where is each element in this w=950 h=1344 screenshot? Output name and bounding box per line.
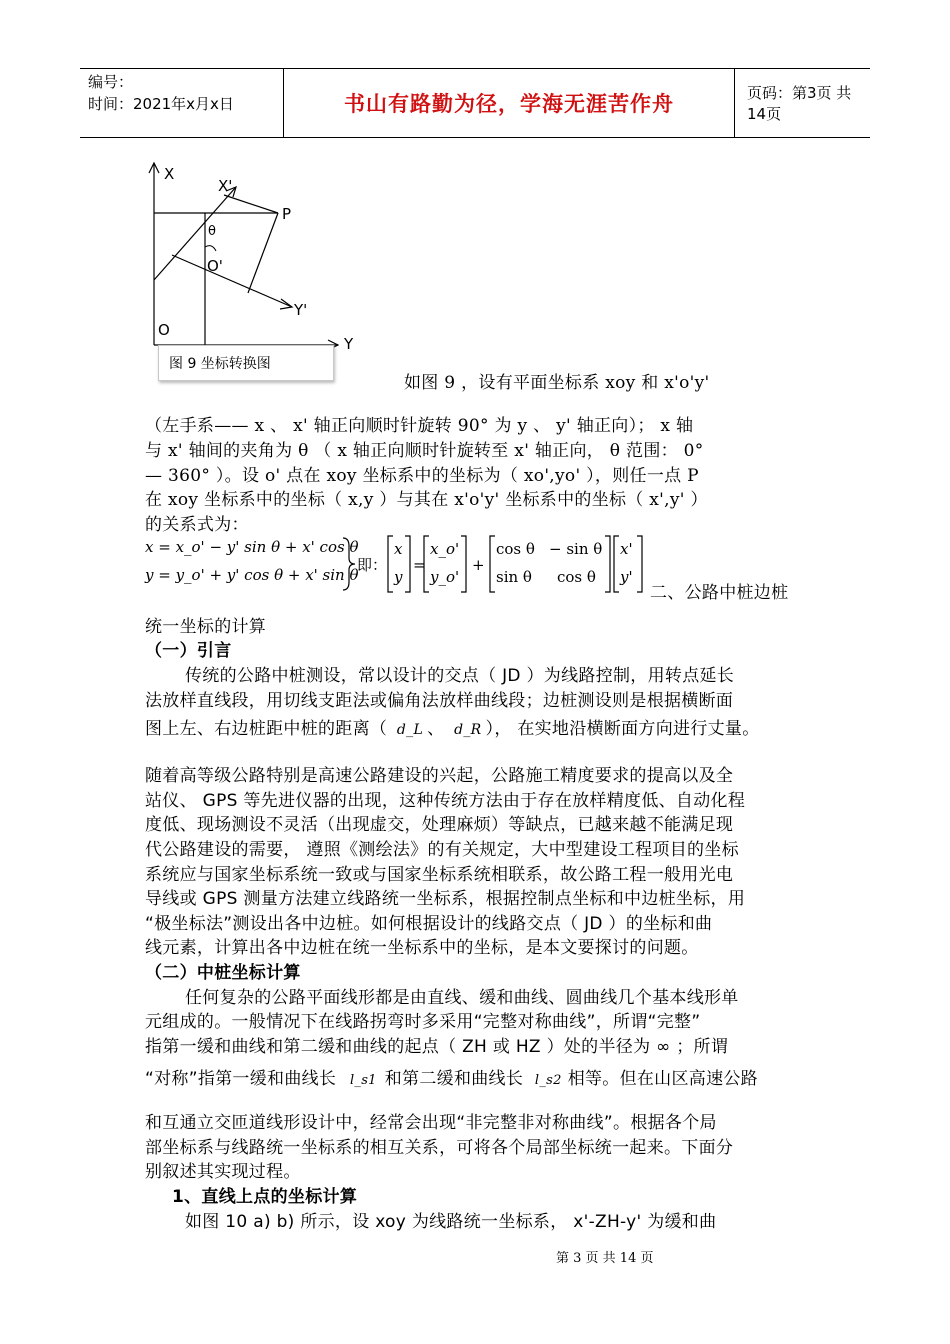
matrix-xo: x_o': [430, 540, 460, 558]
label-o-prime: O': [207, 257, 223, 275]
matrix-yo: y_o': [430, 568, 460, 586]
text-line-distance: 图上左、右边桩距中桩的距离（ d_L 、 d_R ）， 在实地沿横断面方向进行丈量。: [145, 719, 760, 739]
text-line: — 360° ）。设 o' 点在 xoy 坐标系中的坐标为（ xo',yo' ），则任一点 P: [145, 466, 699, 486]
text-line: “极坐标法”测设出各中边桩。如何根据设计的线路交点（ JD ）的坐标和曲: [145, 914, 713, 934]
text-line: 的关系式为：: [145, 515, 249, 535]
matrix-msin: − sin θ: [549, 540, 603, 558]
text-line: 传统的公路中桩测设，常以设计的交点（ JD ）为线路控制，用转点延长: [185, 666, 735, 686]
label-x-prime: X': [218, 177, 233, 195]
text-line: 系统应与国家坐标系统一致或与国家坐标系统相联系，故公路工程一般用光电: [145, 865, 734, 885]
figure-caption: 图 9 坐标转换图: [158, 345, 334, 381]
plus-sign: +: [472, 556, 485, 574]
section-title-tail: 统一坐标的计算: [145, 617, 267, 637]
label-o: O: [158, 321, 170, 339]
header-page-label: 页码：第3页 共14页: [747, 84, 852, 123]
text-line: 在 xoy 坐标系中的坐标（ x,y ）与其在 x'o'y' 坐标系中的坐标（ x',y' ）: [145, 490, 708, 510]
text-line: 线元素，计算出各中边桩在统一坐标系中的坐标，是本文要探讨的问题。: [145, 938, 699, 958]
section-title-part: 二、公路中桩边桩: [650, 583, 789, 603]
symbol-ls1: l_s1: [349, 1073, 377, 1088]
text-line: 和互通立交匝道线形设计中，经常会出现“非完整非对称曲线”。根据各个局: [145, 1113, 717, 1133]
text-line: （左手系—— x 、 x' 轴正向顺时针旋转 90° 为 y 、 y' 轴正向）； x 轴: [145, 416, 694, 436]
matrix-xp: x': [620, 540, 633, 558]
header-motto: 书山有路勤为径，学海无涯苦作舟: [283, 69, 735, 137]
symbol-dr: d_R: [454, 722, 482, 738]
label-y-prime: Y': [294, 301, 308, 319]
label-p: P: [282, 205, 292, 223]
number-label: 编号：: [88, 73, 134, 91]
text-line: 指第一缓和曲线和第二缓和曲线的起点（ ZH 或 HZ ）处的半径为 ∞ ；所谓: [145, 1037, 729, 1057]
text-line: 任何复杂的公路平面线形都是由直线、缓和曲线、圆曲线几个基本线形单: [185, 988, 739, 1008]
formula-eq-1: x = x_o' − y' sin θ + x' cos θ: [145, 538, 359, 556]
text-line: 度低、现场测设不灵活（出现虚交，处理麻烦）等缺点，已越来越不能满足现: [145, 815, 734, 835]
label-theta: θ: [208, 224, 216, 239]
matrix-x: x: [394, 540, 403, 558]
text-line: 如图 9 ，设有平面坐标系 xoy 和 x'o'y': [404, 373, 710, 393]
symbol-dl: d_L: [396, 722, 424, 738]
label-y: Y: [344, 335, 354, 353]
text-line: 与 x' 轴间的夹角为 θ （ x 轴正向顺时针旋转至 x' 轴正向， θ 范围： 0°: [145, 441, 704, 461]
text-line: 别叙述其实现过程。: [145, 1162, 301, 1182]
text-line: 随着高等级公路特别是高速公路建设的兴起，公路施工精度要求的提高以及全: [145, 766, 734, 786]
text-line: 法放样直线段，用切线支距法或偏角法放样曲线段；边桩测设则是根据横断面: [145, 691, 734, 711]
text-line: 部坐标系与线路统一坐标系的相互关系，可将各个局部坐标统一起来。下面分: [145, 1138, 734, 1158]
label-x: X: [164, 165, 175, 183]
page-footer: 第 3 页 共 14 页: [556, 1251, 654, 1266]
matrix-sin: sin θ: [496, 568, 532, 586]
matrix-yp: y': [620, 568, 633, 586]
matrix-cos: cos θ: [496, 540, 535, 558]
date-label: 时间：2021年x月x日: [88, 95, 234, 113]
header-meta: [80, 69, 278, 137]
symbol-ls2: l_s2: [534, 1073, 562, 1088]
heading-center-stake: （二）中桩坐标计算: [145, 963, 301, 983]
page-header: [80, 68, 870, 138]
text-line: 元组成的。一般情况下在线路拐弯时多采用“完整对称曲线”，所谓“完整”: [145, 1012, 701, 1032]
text-line: 站仪、 GPS 等先进仪器的出现，这种传统方法由于存在放样精度低、自动化程: [145, 791, 746, 811]
heading-straight-line: 1、直线上点的坐标计算: [172, 1187, 358, 1207]
formula-ji: 即：: [357, 556, 388, 574]
heading-intro: （一）引言: [145, 641, 232, 661]
text-line-ls: “对称”指第一缓和曲线长 l_s1 和第二缓和曲线长 l_s2 相等。但在山区高速公路: [145, 1069, 758, 1089]
text-line: 如图 10 a) b) 所示，设 xoy 为线路统一坐标系， x'-ZH-y' 为缓和曲: [185, 1212, 717, 1232]
transform-formula: [143, 532, 655, 596]
matrix-cos2: cos θ: [557, 568, 596, 586]
text-line: 导线或 GPS 测量方法建立线路统一坐标系，根据控制点坐标和中边桩坐标，用: [145, 889, 746, 909]
text-line: 代公路建设的需要， 遵照《测绘法》的有关规定，大中型建设工程项目的坐标: [145, 840, 739, 860]
matrix-y: y: [394, 568, 403, 586]
formula-eq-2: y = y_o' + y' cos θ + x' sin θ: [145, 566, 359, 584]
equals-sign: =: [413, 556, 426, 574]
